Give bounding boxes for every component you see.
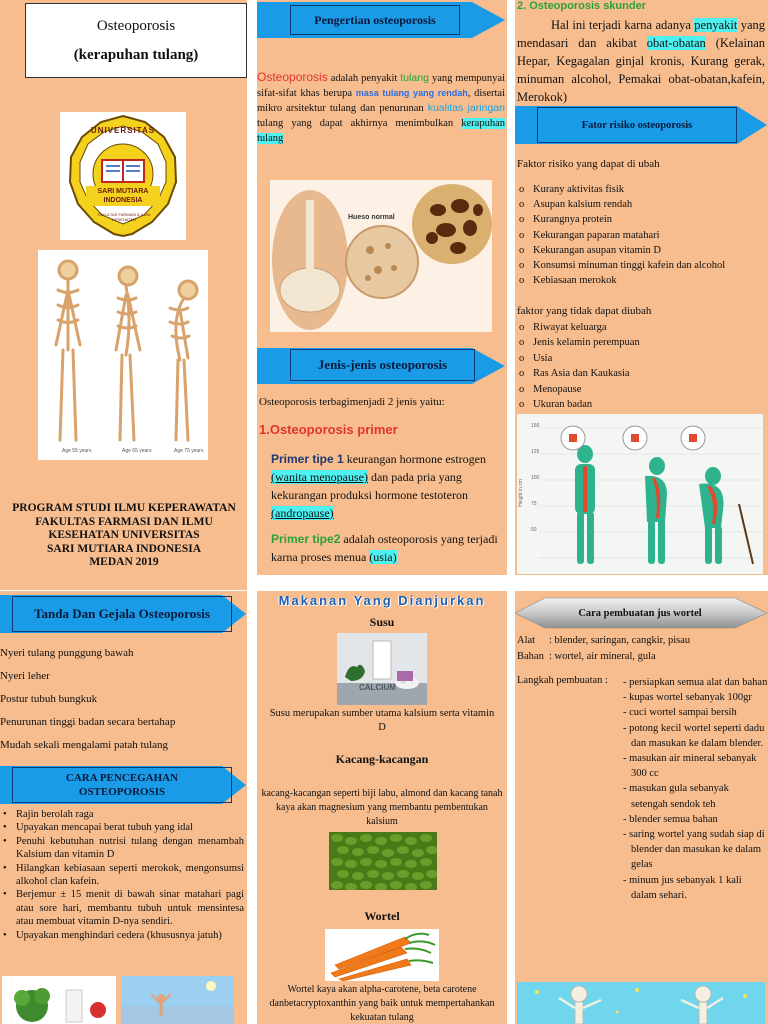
gejala-header: Tanda Dan Gejala Osteoporosis xyxy=(12,596,232,632)
tipe2-highlight: (usia) xyxy=(369,550,397,564)
alat-value: : blender, saringan, cangkir, pisau xyxy=(549,635,691,646)
risk-panel xyxy=(515,0,768,575)
wortel-title: Wortel xyxy=(364,909,400,923)
healthy-food-image xyxy=(2,976,116,1024)
food-panel xyxy=(257,591,507,1024)
alat-label: Alat xyxy=(517,635,536,646)
jenis-intro: Osteoporosis terbagimenjadi 2 jenis yaitu: xyxy=(259,396,445,408)
calcium-label: CALCIUM xyxy=(359,683,396,692)
symptoms-panel xyxy=(0,591,247,1024)
cover-subtitle: (kerapuhan tulang) xyxy=(73,46,199,63)
logo-bottom-text: FAKULTAS FARMASI & ILMU KESEHATAN xyxy=(97,212,151,222)
chart-tick-125: 125 xyxy=(531,449,540,455)
list-item: o Usia xyxy=(519,351,765,366)
step-item: - kupas wortel sebanyak 100gr xyxy=(623,692,752,704)
list-item: Mudah sekali mengalami patah tulang xyxy=(0,739,169,751)
langkah-label: Langkah pembuatan : xyxy=(517,675,608,686)
step-item: - minum jus sebanyak 1 kali dalam sehari. xyxy=(623,874,742,901)
skeleton-dance-image xyxy=(517,982,765,1024)
step-item: - masukan air mineral sebanyak 300 cc xyxy=(623,753,757,780)
ubah-list xyxy=(519,182,765,288)
step-item: - cuci wortel sampai bersih xyxy=(623,707,737,719)
logo-name-1: SARI MUTIARA xyxy=(97,188,149,195)
pencegahan-header xyxy=(12,767,232,803)
cover-footer xyxy=(4,502,244,570)
step-item: - masukan gula sebanyak setengah sendok teh xyxy=(623,783,729,810)
logo-name-2: INDONESIA xyxy=(103,197,143,204)
makanan-header: Makanan Yang Dianjurkan xyxy=(278,593,486,608)
list-item: o Asupan kalsium rendah xyxy=(519,197,765,212)
list-item: o Konsumsi minuman tinggi kafein dan alcohol xyxy=(519,258,765,273)
list-item: o Riwayat keluarga xyxy=(519,320,765,335)
bahan-label: Bahan xyxy=(517,650,544,662)
definition-panel xyxy=(257,0,507,575)
chart-tick-50: 50 xyxy=(531,527,537,533)
chart-ylabel: Height in cm xyxy=(517,479,524,507)
list-item: • Berjemur ± 15 menit di bawah sinar matahari pagi atau sore hari, membantu tubuh untuk mensintesa atau membuat vitamin D-nya sendiri. xyxy=(2,888,244,928)
tidak-list xyxy=(519,320,765,412)
list-item: • Upayakan mencapai berat tubuh yang idal xyxy=(2,821,244,834)
sekunder-highlight-1: penyakit xyxy=(694,18,738,32)
pencegahan-list xyxy=(2,808,244,942)
skeleton-caption-3: Age 75 years xyxy=(174,448,204,454)
height-loss-image xyxy=(517,414,763,574)
step-item: - saring wortel yang sudah siap di blender dan masukan ke dalam gelas xyxy=(623,829,765,871)
gejala-list xyxy=(0,642,244,757)
footer-line-4: SARI MUTIARA INDONESIA xyxy=(47,542,201,555)
logo-top-text: UNIVERSITAS xyxy=(90,126,156,135)
mung-bean-image xyxy=(329,832,437,890)
tipe2-label: Primer tipe2 xyxy=(271,532,341,546)
skeleton-caption-1: Age 55 years xyxy=(62,448,92,454)
primer-tipe2-text: Primer tipe2 adalah osteoporosis yang terjadi karna proses menua (usia) xyxy=(271,532,498,564)
bahan-value: : wortel, air mineral, gula xyxy=(549,650,656,662)
step-item: - blender semua bahan xyxy=(623,813,718,825)
list-item: o Kurangnya protein xyxy=(519,212,765,227)
word-kualitas: kualitas jaringan xyxy=(427,102,505,114)
tidak-title: faktor yang tidak dapat diubah xyxy=(517,305,652,317)
sekunder-title: 2. Osteoporosis skunder xyxy=(517,0,646,12)
footer-line-3: KESEHATAN UNIVERSITAS xyxy=(48,529,200,541)
list-item: o Ukuran badan xyxy=(519,397,765,412)
tipe1-highlight-1: (wanita menopause) xyxy=(271,470,368,484)
pengertian-text: Osteoporosis adalah penyakit tulang yang mempunyai sifat-sifat khas berupa masa tulang yang rendah, disertai mikro arsitektur tulang dan penurunan kualitas jaringan tulang yang dapat akhirnya menimbulkan kerapuhan tulang xyxy=(257,70,506,144)
susu-title: Susu xyxy=(369,615,395,629)
carrot-image xyxy=(325,929,439,981)
list-item: • Hilangkan kebiasaan seperti merokok, mengonsumsi alkohol clan kafein. xyxy=(2,862,244,889)
cover-panel xyxy=(0,0,247,590)
kacang-title: Kacang-kacangan xyxy=(335,752,429,766)
list-item: Postur tubuh bungkuk xyxy=(0,693,98,705)
chart-tick-150: 150 xyxy=(531,423,540,429)
word-osteoporosis: Osteoporosis xyxy=(257,70,328,84)
alat-row xyxy=(517,633,765,664)
cover-title: Osteoporosis xyxy=(96,17,176,34)
bone-comparison-image xyxy=(270,180,492,332)
chart-tick-100: 100 xyxy=(531,475,540,481)
footer-line-2: FAKULTAS FARMASI DAN ILMU xyxy=(35,515,213,528)
primer-tipe1-text: Primer tipe 1 keurangan hormone estrogen (wanita menopause) dan pada pria yang kekurangan produksi hormone testoteron (andropause) xyxy=(271,452,486,520)
step-item: - persiapkan semua alat dan bahan xyxy=(623,677,768,688)
primer-title: 1.Osteoporosis primer xyxy=(259,422,398,437)
list-item: o Kekurangan paparan matahari xyxy=(519,228,765,243)
wortel-text: Wortel kaya akan alpha-carotene, beta carotene danbetacryptoxanthin yang baik untuk mempertahankan kekuatan tulang xyxy=(269,984,495,1023)
list-item: Nyeri leher xyxy=(0,670,50,682)
sekunder-text: Hal ini terjadi karna adanya penyakit yang mendasari dan akibat obat-obatan (Kelainan Hepar, Kegagalan ginjal kronis, Kurang gerak, minuman alcohol, Pemakai obat-obatan,kafein, Merokok) xyxy=(517,18,765,104)
list-item: o Ras Asia dan Kaukasia xyxy=(519,366,765,381)
footer-line-5: MEDAN 2019 xyxy=(89,556,159,568)
risiko-header: Fator risiko osteoporosis xyxy=(537,107,737,143)
ubah-title: Faktor risiko yang dapat di ubah xyxy=(517,158,660,170)
kacang-text: kacang-kacangan seperti biji labu, almond dan kacang tanah kaya akan magnesium yang membantu pembentukan kalsium xyxy=(261,788,503,827)
skeleton-caption-2: Age 65 years xyxy=(122,448,152,454)
milk-image xyxy=(337,633,427,705)
chart-tick-75: 75 xyxy=(531,501,537,507)
list-item: • Penuhi kebutuhan nutrisi tulang dengan menambah Kalsium dan vitamin D xyxy=(2,835,244,862)
juice-panel xyxy=(515,591,768,1024)
footer-line-1: PROGRAM STUDI ILMU KEPERAWATAN xyxy=(12,502,236,514)
word-masa: masa tulang yang rendah xyxy=(355,88,468,98)
pencegahan-title-2: OSTEOPOROSIS xyxy=(78,786,166,798)
pengertian-header: Pengertian osteoporosis xyxy=(290,5,460,35)
list-item: Penurunan tinggi badan secara bertahap xyxy=(0,716,176,728)
list-item: o Menopause xyxy=(519,382,765,397)
cover-title-box xyxy=(25,3,247,78)
list-item: o Kekurangan asupan vitamin D xyxy=(519,243,765,258)
list-item: Nyeri tulang punggung bawah xyxy=(0,647,134,659)
pencegahan-title-1: CARA PENCEGAHAN xyxy=(65,772,179,784)
sunbathing-image xyxy=(121,976,234,1024)
bone-normal-label: Hueso normal xyxy=(348,214,395,221)
list-item: o Kurany aktivitas fisik xyxy=(519,182,765,197)
sekunder-highlight-2: obat-obatan xyxy=(646,36,706,50)
university-logo xyxy=(60,112,186,240)
susu-text: Susu merupakan sumber utama kalsium serta vitamin D xyxy=(269,708,495,733)
jus-header: Cara pembuatan jus wortel xyxy=(578,607,702,619)
word-kerapuhan: kerapuhan tulang xyxy=(257,118,505,144)
list-item: • Rajin berolah raga xyxy=(2,808,244,821)
tipe1-highlight-2: (andropause) xyxy=(271,506,334,520)
jenis-header: Jenis-jenis osteoporosis xyxy=(290,349,475,381)
list-item: o Jenis kelamin perempuan xyxy=(519,335,765,350)
tipe1-label: Primer tipe 1 xyxy=(271,452,344,466)
list-item: o Kebiasaan merokok xyxy=(519,273,765,288)
skeleton-aging-image xyxy=(38,250,208,460)
langkah-steps xyxy=(623,675,768,903)
step-item: - potong kecil wortel seperti dadu dan masukan ke dalam blender. xyxy=(623,722,765,749)
list-item: • Upayakan menghindari cedera (khususnya jatuh) xyxy=(2,929,244,942)
word-tulang: tulang xyxy=(400,72,429,84)
